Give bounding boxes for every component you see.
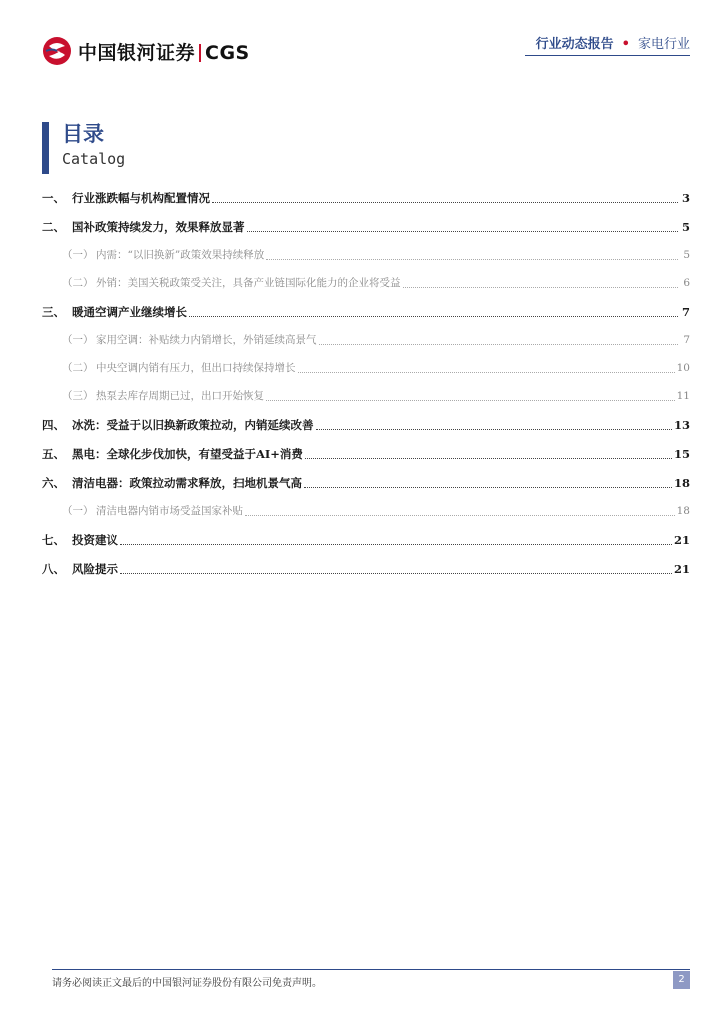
toc-entry-title: 暖通空调产业继续增长 [72,305,187,319]
toc-dot-leader [266,390,675,401]
toc-entry[interactable] [42,475,690,491]
toc-dot-leader [266,249,678,260]
toc-subentry[interactable] [42,504,690,518]
toc-entry-number: （二） [62,277,94,289]
toc-entry-title: 国补政策持续发力，效果释放显著 [72,220,245,234]
toc-entry-title: 投资建议 [72,533,118,547]
toc-entry-title: 行业涨跌幅与机构配置情况 [72,191,210,205]
toc-entry[interactable] [42,304,690,320]
toc-page-number: 13 [673,418,690,432]
toc-page-number: 7 [683,334,690,346]
page-subtitle: Catalog [62,150,126,168]
toc-subentry[interactable] [42,361,690,375]
report-header-info [536,33,690,52]
toc-page-number: 5 [683,249,690,261]
toc-entry-title: 内需：“以旧换新”政策效果持续释放 [96,249,265,261]
toc-entry-number: 三、 [42,305,65,319]
toc-dot-leader [403,277,679,288]
toc-entry-title: 热泵去库存周期已过，出口开始恢复 [96,390,264,402]
toc-page-number: 5 [681,220,690,234]
toc-entry-title: 中央空调内销有压力，但出口持续保持增长 [96,362,296,374]
toc-dot-leader [305,448,672,459]
report-type: 行业动态报告 [535,37,614,52]
toc-subentry[interactable] [42,276,690,290]
toc-entry-number: 二、 [42,220,65,234]
toc-dot-leader [247,221,679,232]
toc-page-number: 18 [673,476,690,490]
toc-dot-leader [212,192,678,203]
header-rule [525,55,690,56]
toc-dot-leader [316,419,672,430]
toc-entry-title: 清洁电器内销市场受益国家补贴 [96,505,243,517]
toc-page-number: 6 [683,277,690,289]
toc-page-number: 18 [676,505,690,517]
logo-text [78,38,250,65]
toc-page-number: 7 [681,305,690,319]
toc-entry-title: 清洁电器：政策拉动需求释放，扫地机景气高 [72,476,302,490]
footer-rule [52,969,690,970]
toc-entry-number: 一、 [42,191,65,205]
toc-entry-number: 五、 [42,447,65,461]
toc-dot-leader [298,362,675,373]
toc-entry-number: （一） [62,249,94,261]
toc-entry-number: （二） [62,362,94,374]
toc-entry-title: 风险提示 [72,562,118,576]
toc-entry-number: 四、 [42,418,65,432]
toc-subentry[interactable] [42,389,690,403]
toc-entry-number: 六、 [42,476,65,490]
toc-entry-title: 外销：美国关税政策受关注，具备产业链国际化能力的企业将受益 [96,277,401,289]
title-accent-bar [42,122,49,174]
company-name-en: CGS [205,41,250,64]
company-name-cn: 中国银河证券 [78,41,196,64]
toc-entry-number: 八、 [42,562,65,576]
toc-dot-leader [304,477,672,488]
toc-subentry[interactable] [42,248,690,262]
toc-dot-leader [189,306,678,317]
page-number: 2 [673,971,690,989]
toc-page-number: 11 [676,390,690,402]
toc-dot-leader [120,534,672,545]
toc-entry[interactable] [42,190,690,206]
page-title: 目录 [62,122,104,146]
toc-entry[interactable] [42,446,690,462]
company-logo [42,36,250,66]
toc-page-number: 15 [673,447,690,461]
toc-entry-title: 家用空调：补贴续力内销增长，外销延续高景气 [96,334,317,346]
toc-entry[interactable] [42,532,690,548]
industry-label: 家电行业 [637,37,690,52]
logo-divider [199,44,201,62]
table-of-contents [42,190,690,590]
toc-entry[interactable] [42,561,690,577]
toc-dot-leader [319,334,679,345]
toc-entry-title: 黑电：全球化步伐加快，有望受益于AI+消费 [72,447,303,461]
footer-disclaimer: 请务必阅读正文最后的中国银河证券股份有限公司免责声明。 [52,978,322,989]
toc-page-number: 10 [676,362,690,374]
toc-entry-number: （三） [62,390,94,402]
toc-dot-leader [245,505,675,516]
toc-entry-number: （一） [62,505,94,517]
toc-entry-title: 冰洗：受益于以旧换新政策拉动，内销延续改善 [72,418,314,432]
toc-entry-number: 七、 [42,533,65,547]
toc-page-number: 3 [681,191,690,205]
header-separator: • [621,37,630,52]
toc-dot-leader [120,563,672,574]
toc-page-number: 21 [673,533,690,547]
toc-entry[interactable] [42,219,690,235]
cgs-logo-icon [42,36,72,66]
toc-subentry[interactable] [42,333,690,347]
toc-entry[interactable] [42,417,690,433]
toc-entry-number: （一） [62,334,94,346]
toc-page-number: 21 [673,562,690,576]
